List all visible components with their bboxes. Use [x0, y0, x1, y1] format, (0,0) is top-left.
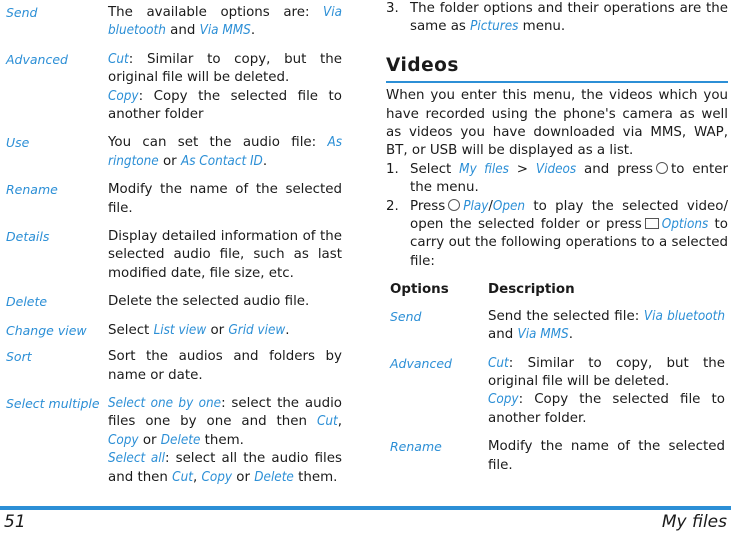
step-2-text: Press Play/Open to play the selected video/ open the selected folder or press Options to carry out the following operations to a selected file: — [410, 198, 729, 269]
videos-heading: Videos — [386, 54, 459, 76]
step-2 — [386, 198, 728, 272]
right-column — [386, 0, 728, 475]
footer-rule — [0, 506, 731, 510]
option-description: Delete the selected audio file. — [108, 294, 310, 310]
step-1-text: Select My files > Videos and press to enter the menu. — [410, 161, 729, 196]
option-row — [6, 322, 342, 340]
option-row — [6, 348, 342, 385]
col-options: Options — [390, 282, 449, 298]
option-description: Display detailed information of the selected audio file, such as last modified date, file size, etc. — [108, 229, 342, 281]
option-name: Send — [390, 308, 422, 324]
audio-options-table — [6, 4, 342, 487]
option-row — [6, 395, 342, 487]
step-1 — [386, 161, 728, 198]
softkey-icon — [645, 218, 659, 229]
option-name: Details — [6, 229, 50, 245]
table-row — [386, 355, 728, 429]
col-description: Description — [488, 282, 575, 298]
option-description: Select one by one: select the audio files one by one and then Cut, Copy or Delete them. Select all: select all the audio files and then Cut, Copy or Delete them. — [108, 395, 342, 485]
option-row — [6, 181, 342, 218]
video-options-table — [386, 308, 728, 475]
option-name: Delete — [6, 294, 48, 310]
option-description: You can set the audio file: As ringtone or As Contact ID. — [108, 135, 342, 169]
option-description: Send the selected file: Via bluetooth and Via MMS. — [488, 308, 725, 343]
option-description: Cut: Similar to copy, but the original file will be deleted. Copy: Copy the selected file to another folder. — [488, 355, 725, 426]
option-name: Select multiple — [6, 395, 100, 411]
option-description: Modify the name of the selected file. — [108, 182, 342, 216]
option-name: Rename — [390, 439, 442, 455]
option-row — [6, 134, 342, 171]
item-3-text: The folder options and their operations are the same as Pictures menu. — [410, 1, 728, 35]
option-name: Rename — [6, 182, 58, 198]
option-row — [6, 228, 342, 283]
option-name: Advanced — [390, 355, 452, 371]
option-name: Sort — [6, 349, 32, 365]
option-name: Send — [6, 5, 38, 20]
step-1-number: 1. — [386, 161, 399, 177]
option-description: Sort the audios and folders by name or date. — [108, 349, 342, 383]
item-3-number: 3. — [386, 1, 399, 16]
pictures-link: Pictures — [470, 19, 519, 35]
option-description: Select List view or Grid view. — [108, 322, 290, 338]
option-row — [6, 4, 342, 41]
videos-intro: When you enter this menu, the videos which you have recorded using the phone's camera as well as videos you have downloaded via MMS, WAP, BT, or USB will be displayed as a list. — [386, 88, 728, 159]
option-row — [6, 293, 342, 311]
ok-key-icon — [448, 199, 460, 211]
heading-rule — [386, 81, 728, 83]
option-row — [6, 51, 342, 125]
ok-key-icon — [656, 162, 668, 174]
page-number: 51 — [4, 512, 26, 532]
option-name: Advanced — [6, 51, 68, 67]
item-3 — [386, 0, 728, 37]
section-title: My files — [661, 512, 727, 532]
table-row — [386, 438, 728, 475]
option-name: Change view — [6, 322, 87, 338]
option-name: Use — [6, 135, 30, 151]
video-options-header — [386, 281, 728, 299]
step-2-number: 2. — [386, 198, 399, 214]
option-description: Cut: Similar to copy, but the original file will be deleted. Copy: Copy the selected file to another folder — [108, 51, 342, 123]
option-description: Modify the name of the selected file. — [488, 439, 725, 473]
option-description: The available options are: Via bluetooth and Via MMS. — [108, 5, 342, 39]
table-row — [386, 308, 728, 345]
